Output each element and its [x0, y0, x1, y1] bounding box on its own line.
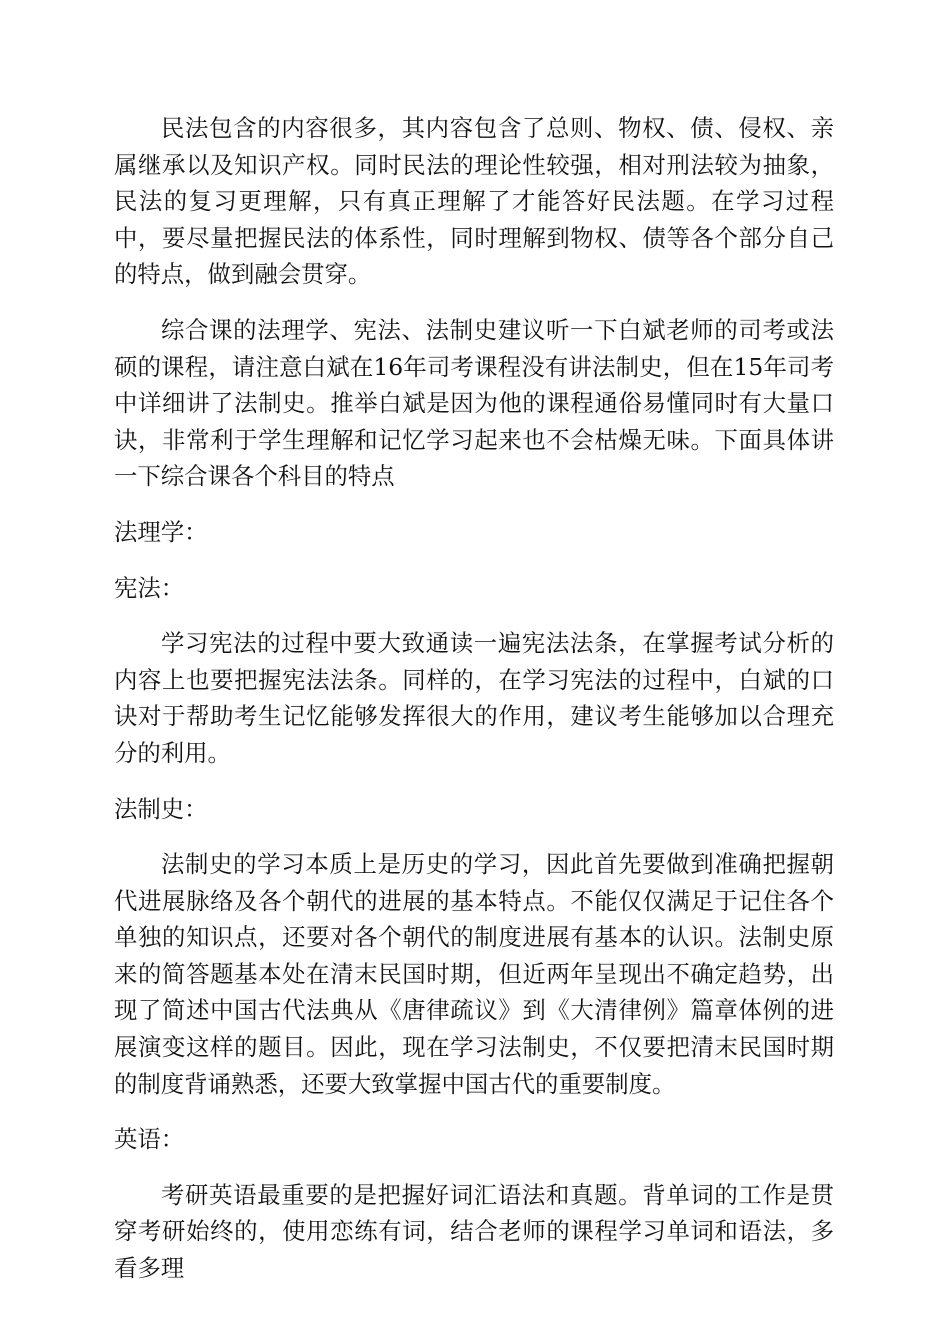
heading-english: 英语： — [114, 1125, 185, 1154]
paragraph-constitution: 学习宪法的过程中要大致通读一遍宪法法条，在掌握考试分析的内容上也要把握宪法法条。同样的，在学习宪法的过程中，白斌的口诀对于帮助考生记忆能够发挥很大的作用，建议考生能够加以合理充分的利用。 — [114, 629, 834, 767]
paragraph-legal-history: 法制史的学习本质上是历史的学习，因此首先要做到准确把握朝代进展脉络及各个朝代的进展的基本特点。不能仅仅满足于记住各个单独的知识点，还要对各个朝代的制度进展有基本的认识。法制史原来的简答题基本处在清末民国时期，但近两年呈现出不确定趋势，出现了简述中国古代法典从《唐律疏议》到《大清律例》篇章体例的进展演变这样的题目。因此，现在学习法制史，不仅要把清末民国时期的制度背诵熟悉，还要大致掌握中国古代的重要制度。 — [114, 850, 834, 1098]
heading-legal-history: 法制史： — [114, 794, 208, 823]
document-body — [114, 110, 834, 1306]
heading-jurisprudence: 法理学： — [114, 517, 208, 546]
heading-constitution: 宪法： — [114, 573, 185, 602]
paragraph-civil-law: 民法包含的内容很多，其内容包含了总则、物权、债、侵权、亲属继承以及知识产权。同时民法的理论性较强，相对刑法较为抽象，民法的复习更理解，只有真正理解了才能答好民法题。在学习过程中，要尽量把握民法的体系性，同时理解到物权、债等各个部分自己的特点，做到融会贯穿。 — [114, 114, 834, 289]
paragraph-comprehensive-course: 综合课的法理学、宪法、法制史建议听一下白斌老师的司考或法硕的课程，请注意白斌在16年司考课程没有讲法制史，但在15年司考中详细讲了法制史。推举白斌是因为他的课程通俗易懂同时有大量口诀，非常利于学生理解和记忆学习起来也不会枯燥无味。下面具体讲一下综合课各个科目的特点 — [114, 315, 834, 491]
paragraph-english: 考研英语最重要的是把握好词汇语法和真题。背单词的工作是贯穿考研始终的，使用恋练有词，结合老师的课程学习单词和语法，多看多理 — [114, 1180, 834, 1283]
